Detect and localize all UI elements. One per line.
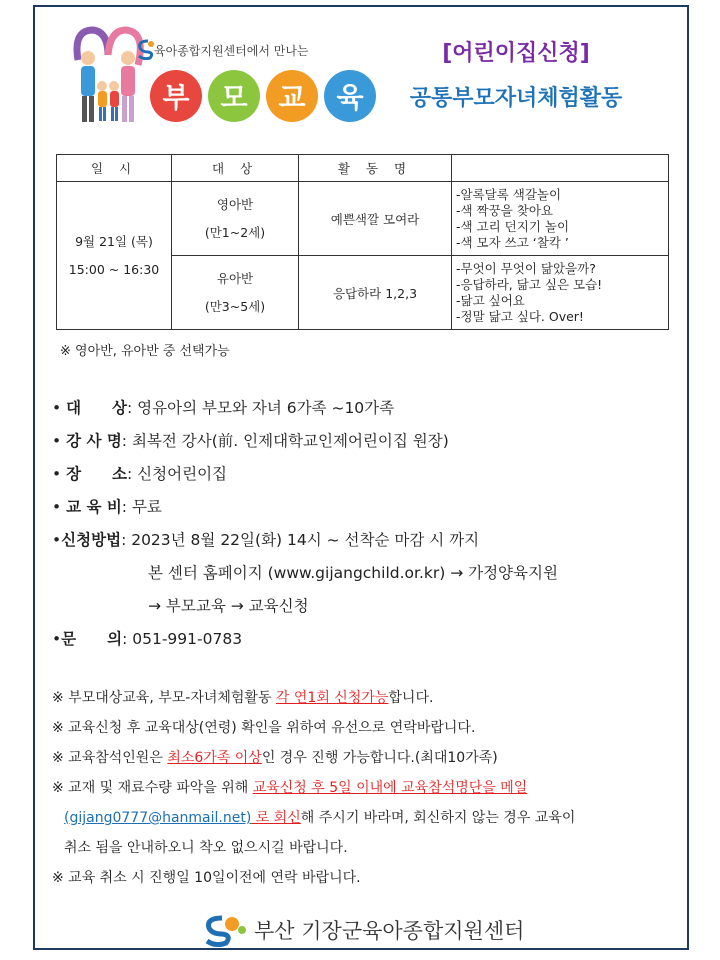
note-2: ※ 교육신청 후 교육대상(연령) 확인을 위하여 유선으로 연락바랍니다. <box>52 720 476 736</box>
info-label: 문 의 <box>61 630 123 648</box>
group-name: 영아반 <box>216 196 254 212</box>
title-line-1: [어린이집신청] <box>442 41 590 66</box>
note-1 <box>52 683 682 713</box>
detail-item: -색 모자 쓰고 ‘찰칵 ’ <box>456 234 569 250</box>
header-target: 대 상 <box>172 155 299 182</box>
bullet: • <box>52 399 67 417</box>
pill-2: 모 <box>208 70 260 122</box>
detail-item: -정말 닮고 싶다. Over! <box>456 308 584 324</box>
detail-item: -색 고리 던지기 놀이 <box>456 218 570 234</box>
poster-header <box>66 20 666 140</box>
note-text: ※ 교육참석인원은 <box>52 750 168 766</box>
pill-1: 부 <box>150 70 202 122</box>
info-list <box>52 392 558 656</box>
center-logo-icon <box>136 38 156 60</box>
bullet: • <box>52 498 67 516</box>
info-label: 대 상 <box>66 399 128 417</box>
info-contact <box>52 623 558 656</box>
datetime-cell <box>57 182 172 330</box>
target-cell <box>172 256 299 330</box>
group-age: (만1~2세) <box>204 224 266 240</box>
note-text: ※ 부모대상교육, 부모-자녀체험활동 <box>52 690 276 706</box>
info-instructor <box>52 425 558 458</box>
title-line-2: 공통부모자녀체험활동 <box>409 86 623 111</box>
detail-item: -무엇이 무엇이 닮았을까? <box>456 260 596 276</box>
note-5: ※ 교육 취소 시 진행일 10일이전에 연락 바랍니다. <box>52 870 361 886</box>
footer-center-name: 부산 기장군육아종합지원센터 <box>254 919 525 943</box>
center-tagline: 육아종합지원센터에서 만나는 <box>154 44 309 58</box>
info-label: 장 소 <box>66 465 128 483</box>
title-block <box>366 36 666 112</box>
table-row <box>57 182 669 256</box>
info-apply <box>52 524 558 557</box>
activity-details <box>452 256 669 330</box>
bullet: • <box>52 531 62 549</box>
footer <box>202 913 524 947</box>
info-value: : 2023년 8월 22일(화) 14시 ~ 선착순 마감 시 까지 <box>121 531 480 549</box>
note-text: 합니다. <box>388 690 434 706</box>
center-logo-icon <box>202 913 246 947</box>
notes-section <box>52 683 682 893</box>
note-4 <box>52 773 682 803</box>
schedule-table <box>56 154 669 330</box>
event-time: 15:00 ~ 16:30 <box>68 261 160 277</box>
bullet: • <box>52 630 62 648</box>
detail-item: -응답하라, 닮고 싶은 모습! <box>456 276 603 292</box>
info-value: : 최복전 강사(前. 인제대학교인제어린이집 원장) <box>121 432 449 450</box>
detail-item: -알록달록 색갈놀이 <box>456 186 562 202</box>
detail-item: -색 짝꿍을 찾아요 <box>456 202 553 218</box>
info-fee <box>52 491 558 524</box>
note-highlight: 각 연1회 신청가능 <box>275 690 389 706</box>
apply-line-3: → 부모교육 → 교육신청 <box>148 597 309 615</box>
email-link[interactable]: (gijang0777@hanmail.net) <box>64 810 252 826</box>
header-details <box>452 155 669 182</box>
note-text: 인 경우 진행 가능합니다.(최대10가족) <box>261 750 498 766</box>
info-value: : 영유아의 부모와 자녀 6가족 ~10가족 <box>127 399 395 417</box>
note-3 <box>52 743 682 773</box>
info-value: : 신청어린이집 <box>127 465 228 483</box>
target-cell <box>172 182 299 256</box>
note-text: 해 주시기 바라며, 회신하지 않는 경우 교육이 <box>300 810 576 826</box>
header-activity: 활 동 명 <box>299 155 452 182</box>
group-age: (만3~5세) <box>204 298 266 314</box>
pill-row <box>150 70 376 122</box>
info-place <box>52 458 558 491</box>
note-4-end: 취소 됨을 안내하오니 착오 없으시길 바랍니다. <box>64 840 348 856</box>
info-label: 신청방법 <box>61 531 122 549</box>
activity-name: 예쁜색깔 모여라 <box>299 182 452 256</box>
group-name: 유아반 <box>216 270 254 286</box>
note-highlight: 교육신청 후 5일 이내에 교육참석명단을 메일 <box>252 780 528 796</box>
note-4-cont <box>52 803 682 833</box>
note-highlight: 최소6가족 이상 <box>167 750 262 766</box>
apply-line-2: 본 센터 홈페이지 (www.gijangchild.or.kr) → 가정양육지원 <box>148 564 558 582</box>
bullet: • <box>52 432 67 450</box>
table-header-row <box>57 155 669 182</box>
info-target <box>52 392 558 425</box>
info-label: 교 육 비 <box>66 498 122 516</box>
activity-details <box>452 182 669 256</box>
header-datetime: 일 시 <box>57 155 172 182</box>
info-value: : 무료 <box>121 498 162 516</box>
info-value: : 051-991-0783 <box>122 630 243 648</box>
bullet: • <box>52 465 67 483</box>
note-text: ※ 교재 및 재료수량 파악을 위해 <box>52 780 253 796</box>
event-date: 9월 21일 (목) <box>75 233 153 249</box>
detail-item: -닮고 싶어요 <box>456 292 525 308</box>
table-note: ※ 영아반, 유아반 중 선택가능 <box>60 344 230 359</box>
pill-3: 교 <box>266 70 318 122</box>
activity-name: 응답하라 1,2,3 <box>299 256 452 330</box>
note-highlight: 로 회신 <box>251 810 301 826</box>
pill-4: 육 <box>324 70 376 122</box>
family-illustration <box>68 20 148 130</box>
info-label: 강 사 명 <box>66 432 122 450</box>
